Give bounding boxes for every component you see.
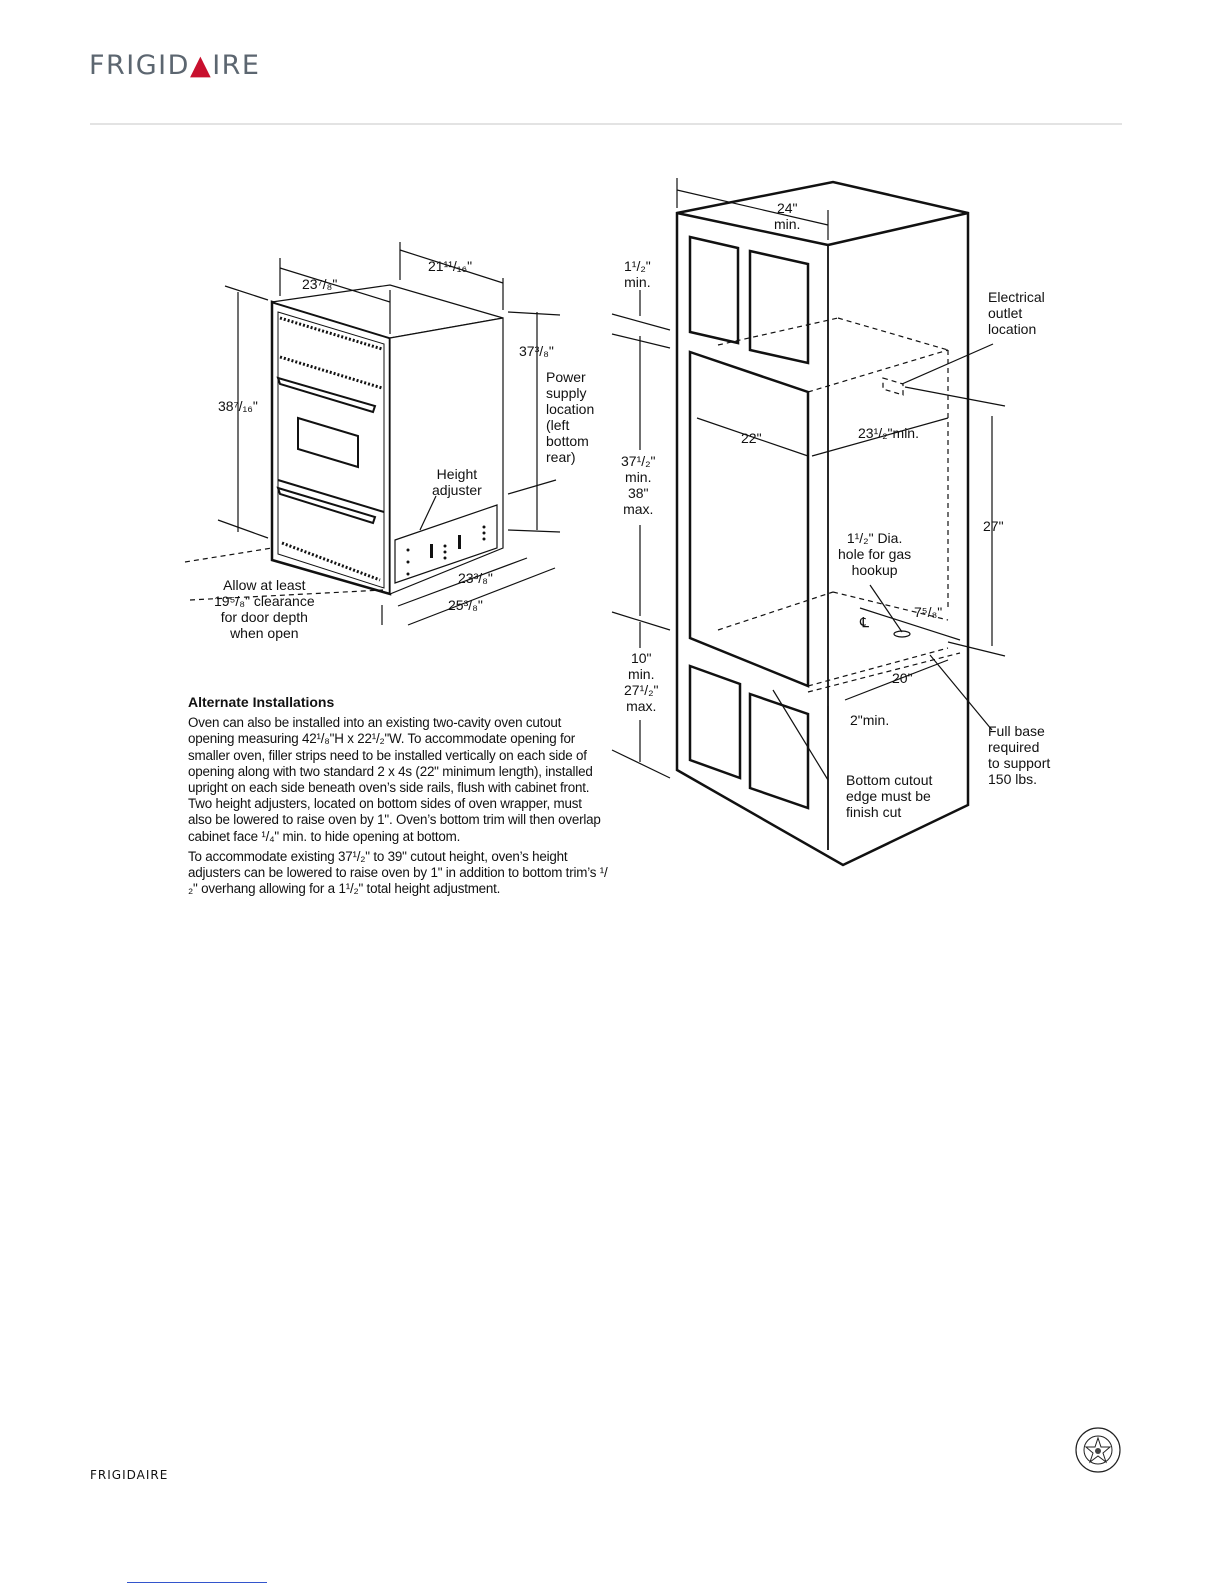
design-certified-seal-icon: [1074, 1426, 1122, 1474]
frigidaire-logo-bottom: FRIGIDAIRE: [90, 1468, 169, 1482]
dim-opening-width: 22": [741, 430, 762, 446]
power-supply-label: Power supply location (left bottom rear): [546, 369, 595, 465]
dim-top-gap: 1¹/₂" min.: [624, 258, 651, 290]
dim-outlet-height: 27": [983, 518, 1004, 534]
dim-top-depth: 21¹¹/₁₆": [428, 258, 473, 274]
oven-drawing: [185, 242, 560, 625]
centerline-mark: ℄: [860, 614, 869, 630]
door-clearance-label: Allow at least 19⁵/₈" clearance for door depth when open: [214, 577, 315, 641]
dim-2-min: 2"min.: [850, 712, 890, 728]
frigidaire-logo-top: FRIGID▲IRE: [89, 50, 261, 81]
oven-side-panel: [390, 318, 503, 594]
alternate-installations: [188, 694, 608, 901]
full-base-label: Full base required to support 150 lbs.: [988, 723, 1051, 787]
alternate-paragraph-2: To accommodate existing 37¹/₂" to 39" cutout height, oven’s height adjusters can be lowered to raise oven by 1" in addition to bottom trim’s ¹/₂" overhang allowing for a 1¹/₂" total height adjustment.: [188, 848, 608, 897]
dim-opening-height: 37¹/₂" min. 38" max.: [621, 453, 656, 517]
dim-front-height: 38⁷/₁₆": [218, 398, 258, 414]
alternate-heading: Alternate Installations: [188, 694, 335, 710]
height-adjuster-label: Height adjuster: [432, 466, 482, 498]
gas-hole-label: 1¹/₂" Dia. hole for gas hookup: [838, 530, 912, 578]
bottom-link-underline[interactable]: [127, 1582, 267, 1583]
dim-cabinet-width-min: 24" min.: [774, 200, 801, 232]
cabinet-drawing: [612, 178, 1005, 865]
cabinet-outline: [677, 182, 968, 865]
dim-base-depth: 23³/₈": [458, 570, 493, 586]
dim-overall-depth: 25³/₈": [448, 597, 483, 613]
dim-depth-min: 23¹/₂"min.: [858, 425, 919, 441]
electrical-outlet-label: Electrical outlet location: [988, 289, 1045, 337]
dim-top-width: 23⁷/₈": [302, 276, 338, 292]
dim-cabinet-base-depth: 20": [892, 670, 913, 686]
dim-bottom-height: 10" min. 27¹/₂" max.: [624, 650, 659, 714]
dim-side-height: 37³/₈": [519, 343, 554, 359]
bottom-cutout-label: Bottom cutout edge must be finish cut: [846, 772, 933, 820]
dim-gas-offset: 7⁵/₈": [914, 604, 943, 620]
alternate-paragraph-1: Oven can also be installed into an existing two-cavity oven cutout opening measuring 42¹/₈"H x 22¹/₂"W. To accommodate opening for smaller oven, filler strips need to be installed vertically on each side of opening along with two standard 2 x 4s (22" minimum length), installed upright on each side beneath oven’s side rails, flush with cabinet front. Two height adjusters, located on bottom sides of oven wrapper, must also be lowered to raise oven by 1". Oven’s bottom trim will then overlap cabinet face ¹/₄" min. to hide opening at bottom.: [188, 715, 601, 844]
